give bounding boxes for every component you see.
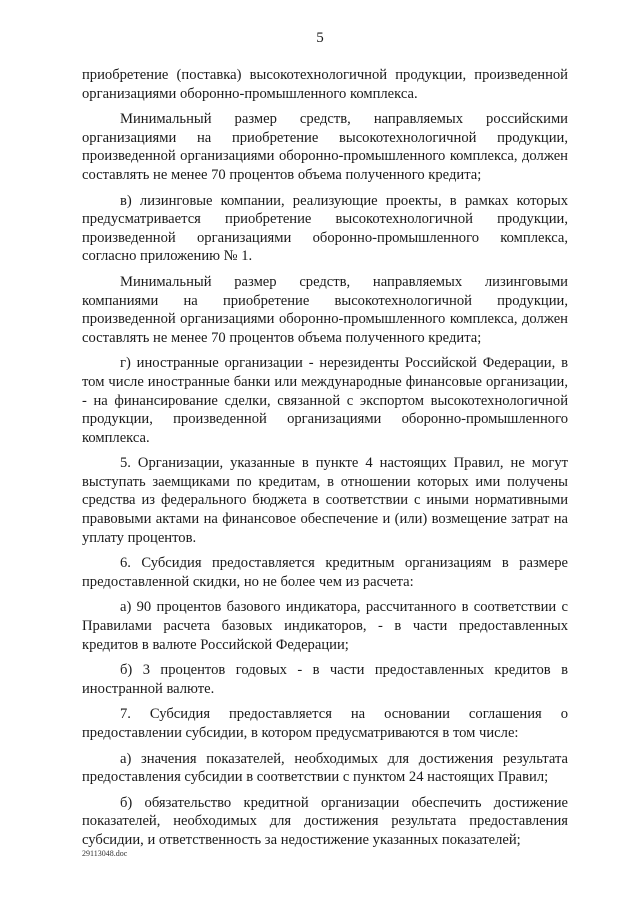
- paragraph-clause-6-a: а) 90 процентов базового индикатора, рассчитанного в соответствии с Правилами расчета базовых индикаторов, - в части предоставленных кредитов в валюте Российской Федерации;: [82, 599, 568, 653]
- paragraph-continuation: приобретение (поставка) высокотехнологичной продукции, произведенной организациями оборонно-промышленного комплекса.: [82, 67, 568, 102]
- paragraph-clause-7-a: а) значения показателей, необходимых для достижения результата предоставления субсидии в соответствии с пунктом 24 настоящих Правил;: [82, 750, 568, 786]
- paragraph-clause-6-b: б) 3 процентов годовых - в части предоставленных кредитов в иностранной валюте.: [82, 662, 568, 697]
- paragraph-clause-5: 5. Организации, указанные в пункте 4 настоящих Правил, не могут выступать заемщиками по кредитам, в отношении которых ими получены средства из федерального бюджета в соответствии с иными нормативными правовыми актами на финансовое обеспечение и (или) возмещение затрат на уплату процентов.: [82, 455, 568, 546]
- footer-file-name: 29113048.doc: [82, 849, 128, 858]
- paragraph-clause-7: 7. Субсидия предоставляется на основании соглашения о предоставлении субсидии, в котором предусматриваются в том числе:: [82, 706, 568, 741]
- paragraph-min-share-leasing: Минимальный размер средств, направляемых лизинговыми компаниями на приобретение высокотехнологичной продукции, произведенной организациями оборонно-промышленного комплекса, должен составлять не менее 70 процентов объема полученного кредита;: [82, 273, 568, 346]
- paragraph-min-share-russian-orgs: Минимальный размер средств, направляемых российскими организациями на приобретение высокотехнологичной продукции, произведенной организациями оборонно-промышленного комплекса, должен составлять не менее 70 процентов объема полученного кредита;: [82, 111, 568, 183]
- document-body: [82, 66, 568, 857]
- paragraph-clause-6: 6. Субсидия предоставляется кредитным организациям в размере предоставленной скидки, но не более чем из расчета:: [82, 555, 568, 590]
- paragraph-clause-7-b: б) обязательство кредитной организации обеспечить достижение показателей, необходимых для достижения результата предоставления субсидии, и ответственность за недостижение указанных показателей;: [82, 794, 568, 848]
- paragraph-item-v-leasing: в) лизинговые компании, реализующие проекты, в рамках которых предусматривается приобретение высокотехнологичной продукции, произведенной организациями оборонно-промышленного комплекса, согласно приложению № 1.: [82, 192, 568, 265]
- page-number: 5: [316, 30, 324, 46]
- paragraph-item-g-foreign: г) иностранные организации - нерезиденты Российской Федерации, в том числе иностранные банки или международные финансовые организации, - на финансирование сделки, связанной с экспортом высокотехнологичной продукции, произведенной организациями оборонно-промышленного комплекса.: [82, 355, 568, 446]
